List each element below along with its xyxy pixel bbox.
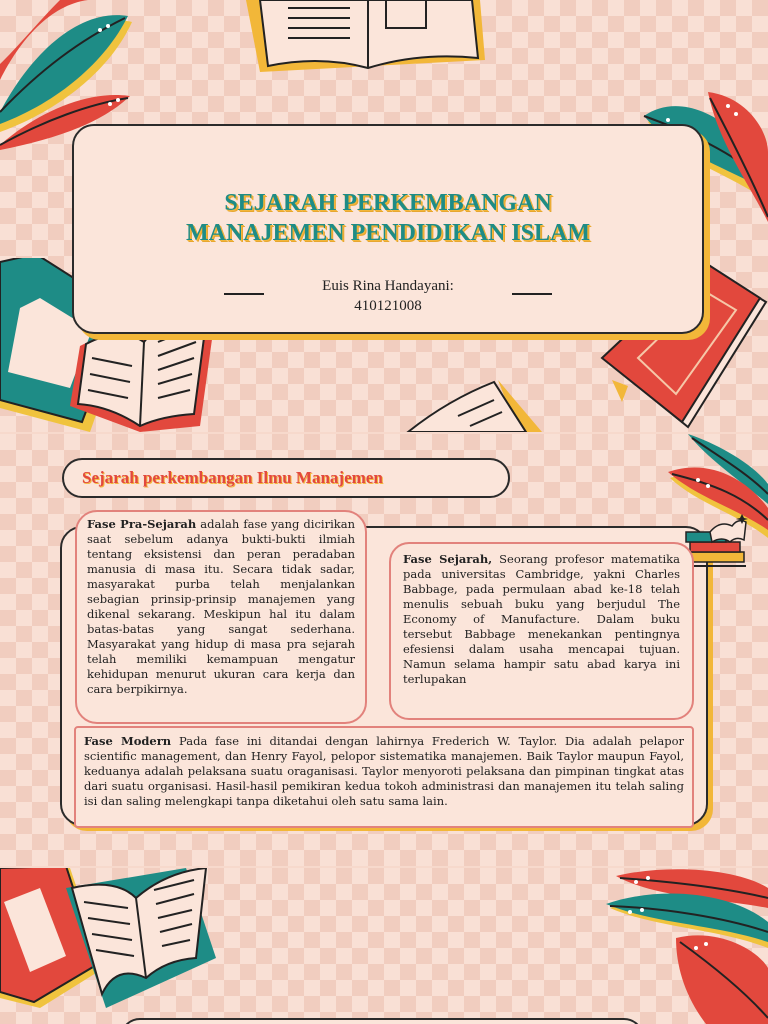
title-line-1: SEJARAH PERKEMBANGAN	[224, 190, 552, 216]
modern-body: Pada fase ini ditandai dengan lahirnya Frederich W. Taylor. Dia adalah pelapor scientific management, dan Henry Fayol, pelopor sistematika manajemen. Baik Taylor maupun Fayol, keduanya adalah pelaksana suatu oraganisasi. Taylor menyoroti pelaksana dan pimpinan tingkat atas dari suatu organisasi. Hasil-hasil pemikiran kedua tokoh administrasi dan manajemen itu telah saling isi dan saling melengkapi tanpa diketahui oleh satu sama lain.	[84, 734, 684, 808]
sejarah-body: Seorang profesor matematika pada universitas Cambridge, yakni Charles Babbage, pada permulaan abad ke-18 telah menulis sebuah buku yang berjudul The Economy of Manufacture. Dalam buku tersebut Babbage menekankan pentingnya efesiensi dalam usaha mencapai tujuan. Namun selama hampir satu abad karya ini terlupakan	[403, 552, 681, 686]
sejarah-label: Fase Sejarah,	[403, 552, 493, 566]
title-line-2: MANAJEMEN PENDIDIKAN ISLAM	[185, 220, 590, 246]
presentation-title	[74, 188, 702, 248]
author-block	[74, 276, 702, 316]
author-name: Euis Rina Handayani:	[322, 278, 454, 294]
card-edge	[120, 1018, 644, 1024]
title-slide	[0, 0, 768, 432]
open-book-icon	[66, 868, 216, 1008]
text-box-modern	[74, 726, 694, 828]
open-book-icon	[240, 0, 492, 78]
section-title: Sejarah perkembangan Ilmu Manajemen	[82, 468, 383, 487]
leaf-plant-icon	[606, 868, 768, 1024]
divider-right	[512, 293, 552, 295]
text-box-pra-sejarah	[75, 510, 367, 724]
open-book-icon	[398, 380, 542, 432]
divider-left	[224, 293, 264, 295]
author-id: 410121008	[354, 298, 422, 314]
modern-label: Fase Modern	[84, 734, 172, 748]
section-header	[62, 458, 510, 498]
title-card	[72, 124, 704, 334]
pra-sejarah-label: Fase Pra-Sejarah	[87, 517, 197, 531]
content-slide	[0, 434, 768, 866]
partial-slide	[0, 868, 768, 1024]
text-box-sejarah	[389, 542, 694, 720]
pra-sejarah-body: adalah fase yang dicirikan saat sebelum adanya bukti-bukti ilmiah tentang eksistensi dan peran peradaban manusia di masa itu. Secara tidak sadar, masyarakat purba telah menjalankan sebagian prinsip-prinsip manajemen yang dikenal sekarang. Meskipun hal itu dalam batas-batas yang sangat sederhana. Masyarakat yang hidup di masa pra sejarah telah memiliki kemampuan mengatur kehidupan menurut ukuran cara kerja dan cara berpikirnya.	[87, 517, 355, 696]
